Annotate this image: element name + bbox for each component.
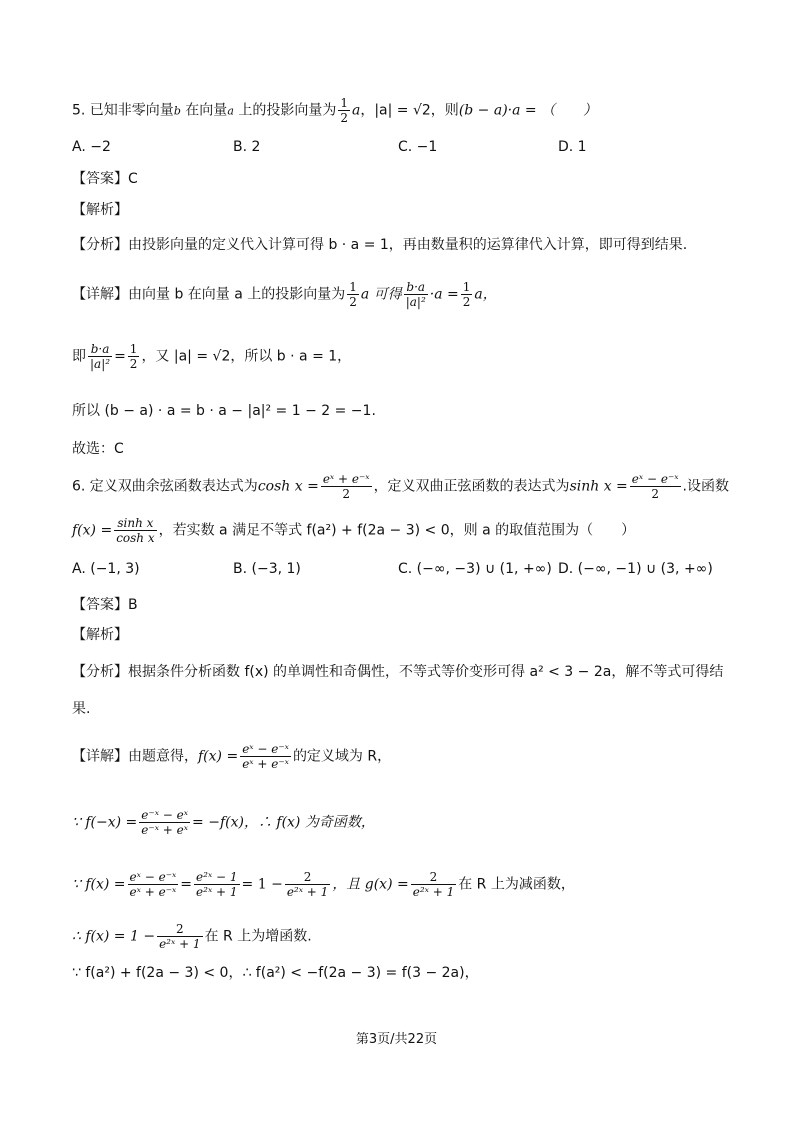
q6-xj4-tail: 在 R 上为增函数. [204,928,312,945]
q6-xj3-fraction3: $\frac{2}{\text{e²ˣ + 1}}$ [286,870,329,899]
q6-option-d: D. (−∞, −1) ∪ (3, +∞) [558,561,713,577]
q5-stem-mid1: 在向量 [180,102,228,119]
q6-xj-line3 [72,870,575,899]
q6-sinh-fraction: $\frac{\text{eˣ − e⁻ˣ}}{2}$ [631,472,679,501]
q6-answer: 【答案】B [72,597,138,613]
q6-option-a: A. (−1, 3) [72,561,140,577]
q5-xiangjie-prefix: 【详解】由向量 b 在向量 a 上的投影向量为 [72,286,346,303]
q6-stem-line1 [72,472,729,501]
q5-option-c: C. −1 [398,139,438,155]
q5-answer: 【答案】C [72,171,138,187]
q5-stem [72,96,597,125]
q6-xj3-fraction1: $\frac{\text{eˣ − e⁻ˣ}}{\text{eˣ + e⁻ˣ}}$ [129,870,177,899]
q6-xj2-prefix: ∵ f(−x) = [72,814,138,831]
q6-fx: f(x) = [72,522,113,539]
q5-ji-fraction: $\frac{b\cdot a}{\text{|a|²}}$ [90,342,111,371]
q5-option-a: A. −2 [72,139,111,155]
q5-half-fraction: $\frac{1}{2}$ [340,96,348,125]
q5-xiangjie-tail: ·a = [429,286,459,303]
q6-cosh: cosh x = [257,478,319,495]
q6-xj-line4 [72,922,312,951]
q6-xj-line1 [72,742,391,771]
q6-xj3-eq2: = 1 − [241,876,283,893]
q6-xj3-fraction2: $\frac{\text{e²ˣ − 1}}{\text{e²ˣ + 1}}$ [196,870,238,899]
q6-xj2-tail: = −f(x)，∴ f(x) 为奇函数， [192,814,375,831]
q5-stem-prefix: 5. 已知非零向量 [72,102,174,119]
q6-xj2-fraction: $\frac{\text{e⁻ˣ − eˣ}}{\text{e⁻ˣ + eˣ}}$ [141,808,189,837]
q6-stem-part4: ，若实数 a 满足不等式 f(a²) + f(2a − 3) < 0，则 a 的取值范围为（ ） [158,522,636,539]
page-footer: 第3页/共22页 [355,1032,438,1047]
q6-xj3-eq1: = [180,876,193,893]
q6-stem-part3: .设函数 [682,478,729,495]
q6-xj1-fx: f(x) = [198,748,239,765]
q6-analysis-head: 【解析】 [72,627,128,643]
q5-vec-a: a [227,104,234,118]
q5-fenxi: 【分析】由投影向量的定义代入计算可得 b · a = 1，再由数量积的运算律代入计算，即可得到结果. [72,237,688,253]
q5-xiangjie-half2: $\frac{1}{2}$ [462,280,471,309]
q6-xj4-fraction: $\frac{2}{\text{e²ˣ + 1}}$ [159,922,201,951]
q5-guxuan: 故选：C [72,441,124,457]
q6-xj1-tail: 的定义域为 R， [292,748,392,765]
q5-xiangjie-tail2: a， [474,286,497,303]
q6-stem-line2 [72,516,635,545]
q6-stem-part2: ，定义双曲正弦函数的表达式为 [373,478,570,495]
q6-xj-line2 [72,808,375,837]
q5-ji-eq: = [114,348,126,365]
q6-sinh: sinh x = [569,478,628,495]
q5-cond: ，|a| = √2，则 [360,102,459,119]
q6-option-c: C. (−∞, −3) ∪ (1, +∞) [398,561,552,577]
q5-xiangjie-fraction: $\frac{b\cdot a}{\text{|a|²}}$ [405,280,426,309]
q5-option-b: B. 2 [233,139,261,155]
q5-stem-mid2: 上的投影向量为 [233,102,337,119]
q5-xiangjie [72,280,497,309]
q6-xj1-prefix: 【详解】由题意得， [72,748,198,765]
q6-cosh-fraction: $\frac{\text{eˣ + e⁻ˣ}}{2}$ [322,472,370,501]
q5-line-ji [72,342,351,371]
q5-ji-half: $\frac{1}{2}$ [129,342,138,371]
q5-vec-b: b [173,104,181,118]
q6-xj1-fraction: $\frac{\text{eˣ − e⁻ˣ}}{\text{eˣ + e⁻ˣ}}$ [242,742,289,771]
q6-stem-part1: 6. 定义双曲余弦函数表达式为 [72,478,258,495]
q6-fx-fraction: $\frac{\text{sinh x}}{\text{cosh x}}$ [116,516,155,545]
q5-option-d: D. 1 [558,139,587,155]
q5-xiangjie-half: $\frac{1}{2}$ [349,280,357,309]
q6-option-b: B. (−3, 1) [233,561,301,577]
q6-xj-line5: ∵ f(a²) + f(2a − 3) < 0，∴ f(a²) < −f(2a − 3) = f(3 − 2a)， [72,965,479,981]
q5-ask: (b − a)·a = （ ） [458,102,598,119]
q5-analysis-head: 【解析】 [72,202,128,218]
q6-xj3-prefix: ∵ f(x) = [72,876,126,893]
q5-proj-vec: a [351,102,361,119]
q5-ji-rest: ，又 |a| = √2，所以 b · a = 1， [141,348,352,365]
q5-xiangjie-mid: a 可得 [360,286,402,303]
q6-xj3-tail: 在 R 上为减函数， [458,876,575,893]
q6-xj4-prefix: ∴ f(x) = 1 − [72,928,156,945]
q5-line-suoyi: 所以 (b − a) · a = b · a − |a|² = 1 − 2 = −1. [72,403,376,419]
q6-fenxi-line2: 果. [72,701,91,717]
q6-xj3-fraction4: $\frac{2}{\text{e²ˣ + 1}}$ [412,870,455,899]
q6-xj3-mid: ，且 g(x) = [332,876,409,893]
q6-fenxi-line1: 【分析】根据条件分析函数 f(x) 的单调性和奇偶性，不等式等价变形可得 a² < 3 − 2a，解不等式可得结 [72,664,724,680]
q5-ji-prefix: 即 [72,348,86,365]
